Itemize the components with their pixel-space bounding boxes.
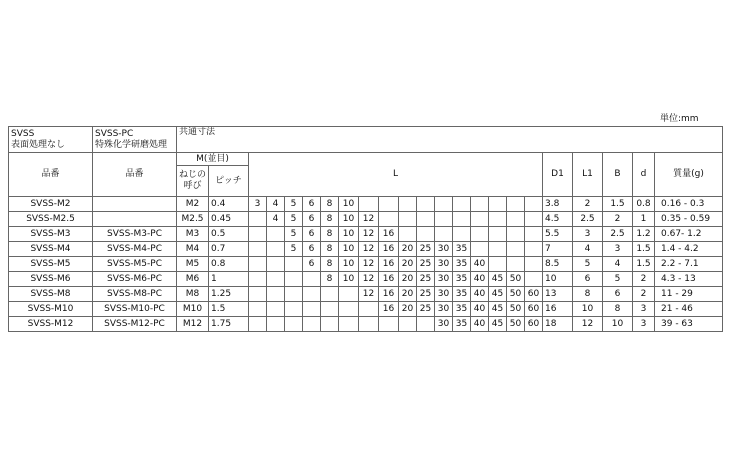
length-cell [453,212,471,227]
svss-part-cell: SVSS-M8 [9,287,93,302]
length-cell: 8 [321,212,339,227]
length-cell [267,317,285,332]
pitch-cell: 1.75 [209,317,249,332]
length-cell: 25 [417,242,435,257]
length-cell: 25 [417,302,435,317]
length-cell: 12 [359,227,379,242]
pitch-cell: 0.45 [209,212,249,227]
length-cell: 6 [303,242,321,257]
small-d-cell: 3 [633,302,655,317]
l1-cell: 3 [573,227,603,242]
length-cell: 8 [321,272,339,287]
length-cell: 30 [435,302,453,317]
length-cell [525,227,543,242]
pitch-header: ピッチ [209,166,249,197]
b-header: B [603,153,633,197]
length-cell [507,227,525,242]
length-cell: 50 [507,317,525,332]
length-cell [399,197,417,212]
length-cell [285,287,303,302]
small-d-cell: 0.8 [633,197,655,212]
svss-part-cell: SVSS-M2 [9,197,93,212]
small-d-cell: 1.5 [633,257,655,272]
small-d-cell: 2 [633,287,655,302]
spec-table [8,126,723,332]
nominal-cell: M5 [177,257,209,272]
nominal-cell: M2.5 [177,212,209,227]
part-no-header: 品番 [9,153,93,197]
d1-cell: 18 [543,317,573,332]
length-cell [321,302,339,317]
table-row [9,287,723,302]
d1-header: D1 [543,153,573,197]
length-cell [525,257,543,272]
header-row-1 [9,127,723,153]
table-row [9,302,723,317]
length-cell: 12 [359,212,379,227]
length-cell [339,317,359,332]
length-cell: 20 [399,287,417,302]
length-cell: 20 [399,302,417,317]
d1-cell: 8.5 [543,257,573,272]
length-cell: 4 [267,197,285,212]
svsspc-part-cell: SVSS-M8-PC [93,287,177,302]
small-d-cell: 1 [633,212,655,227]
length-cell [417,197,435,212]
length-cell: 16 [379,302,399,317]
length-cell: 6 [303,227,321,242]
length-cell [435,212,453,227]
length-cell [507,242,525,257]
length-cell [399,317,417,332]
b-cell: 2 [603,212,633,227]
b-cell: 5 [603,272,633,287]
svsspc-part-cell: SVSS-M6-PC [93,272,177,287]
length-cell [339,302,359,317]
small-d-cell: 1.2 [633,227,655,242]
length-cell [285,302,303,317]
header-row-2 [9,153,723,166]
b-cell: 2.5 [603,227,633,242]
svss-header-line2: 表面処理なし [11,139,66,150]
length-cell [399,212,417,227]
length-cell [249,257,267,272]
mass-cell: 39 - 63 [655,317,723,332]
length-cell [471,197,489,212]
length-cell [249,272,267,287]
length-cell: 10 [339,272,359,287]
l-header: L [249,153,543,197]
svss-part-cell: SVSS-M5 [9,257,93,272]
length-cell: 5 [285,212,303,227]
mass-header: 質量(g) [655,153,723,197]
svsspc-part-cell: SVSS-M4-PC [93,242,177,257]
length-cell: 10 [339,242,359,257]
length-cell: 40 [471,257,489,272]
table-row [9,257,723,272]
length-cell [507,257,525,272]
d1-cell: 16 [543,302,573,317]
length-cell [489,212,507,227]
length-cell [249,212,267,227]
svsspc-header-line2: 特殊化学研磨処理 [95,139,168,150]
mass-cell: 0.35 - 0.59 [655,212,723,227]
length-cell: 30 [435,257,453,272]
small-d-cell: 1.5 [633,242,655,257]
length-cell: 8 [321,242,339,257]
length-cell [435,227,453,242]
length-cell: 40 [471,302,489,317]
small-d-cell: 2 [633,272,655,287]
length-cell: 35 [453,302,471,317]
length-cell [285,272,303,287]
length-cell: 45 [489,317,507,332]
svsspc-part-cell: SVSS-M5-PC [93,257,177,272]
part-no-pc-header: 品番 [93,153,177,197]
length-cell: 4 [267,212,285,227]
svss-part-cell: SVSS-M2.5 [9,212,93,227]
length-cell: 5 [285,197,303,212]
length-cell: 20 [399,242,417,257]
b-cell: 6 [603,287,633,302]
nominal-header-line2: 呼び [183,181,202,191]
b-cell: 10 [603,317,633,332]
length-cell: 16 [379,272,399,287]
nominal-header [177,166,209,197]
length-cell: 25 [417,287,435,302]
length-cell: 10 [339,197,359,212]
length-cell: 35 [453,242,471,257]
unit-note: 単位:mm [660,114,699,124]
m-header: M(並目) [177,153,249,166]
length-cell: 12 [359,242,379,257]
length-cell [359,302,379,317]
mass-cell: 2.2 - 7.1 [655,257,723,272]
length-cell: 6 [303,197,321,212]
length-cell [489,227,507,242]
pitch-cell: 0.7 [209,242,249,257]
length-cell: 3 [249,197,267,212]
l1-cell: 10 [573,302,603,317]
length-cell [303,317,321,332]
length-cell [267,242,285,257]
nominal-cell: M3 [177,227,209,242]
l1-cell: 12 [573,317,603,332]
l1-cell: 2 [573,197,603,212]
nominal-cell: M6 [177,272,209,287]
table-row [9,227,723,242]
length-cell [453,227,471,242]
length-cell [359,197,379,212]
length-cell: 30 [435,242,453,257]
length-cell: 8 [321,197,339,212]
length-cell [303,287,321,302]
length-cell: 12 [359,272,379,287]
length-cell [321,317,339,332]
mass-cell: 4.3 - 13 [655,272,723,287]
length-cell: 40 [471,317,489,332]
length-cell: 5 [285,227,303,242]
length-cell [285,317,303,332]
pitch-cell: 1.25 [209,287,249,302]
length-cell: 8 [321,257,339,272]
length-cell: 35 [453,317,471,332]
length-cell: 50 [507,272,525,287]
d1-cell: 3.8 [543,197,573,212]
svsspc-part-cell: SVSS-M10-PC [93,302,177,317]
table-row [9,242,723,257]
pitch-cell: 0.5 [209,227,249,242]
length-cell: 60 [525,302,543,317]
length-cell [453,197,471,212]
l1-cell: 2.5 [573,212,603,227]
length-cell: 35 [453,287,471,302]
b-cell: 1.5 [603,197,633,212]
length-cell: 16 [379,242,399,257]
spec-table-body [9,127,723,332]
length-cell: 16 [379,287,399,302]
l1-header: L1 [573,153,603,197]
length-cell [471,212,489,227]
d1-cell: 5.5 [543,227,573,242]
mass-cell: 0.16 - 0.3 [655,197,723,212]
nominal-cell: M12 [177,317,209,332]
length-cell: 5 [285,242,303,257]
mass-cell: 21 - 46 [655,302,723,317]
pitch-cell: 0.8 [209,257,249,272]
length-cell: 30 [435,287,453,302]
length-cell: 12 [359,287,379,302]
length-cell [417,317,435,332]
length-cell: 16 [379,257,399,272]
svsspc-part-cell [93,197,177,212]
length-cell [489,197,507,212]
length-cell: 8 [321,227,339,242]
svss-part-cell: SVSS-M6 [9,272,93,287]
small-d-cell: 3 [633,317,655,332]
l1-cell: 5 [573,257,603,272]
d1-cell: 4.5 [543,212,573,227]
d1-cell: 13 [543,287,573,302]
small-d-header: d [633,153,655,197]
svss-part-cell: SVSS-M10 [9,302,93,317]
length-cell: 60 [525,317,543,332]
length-cell [507,197,525,212]
length-cell [489,242,507,257]
length-cell: 20 [399,257,417,272]
length-cell [359,317,379,332]
length-cell: 50 [507,302,525,317]
nominal-cell: M8 [177,287,209,302]
length-cell [321,287,339,302]
length-cell [267,272,285,287]
pitch-cell: 0.4 [209,197,249,212]
length-cell [303,272,321,287]
length-cell: 40 [471,287,489,302]
nominal-cell: M10 [177,302,209,317]
length-cell [267,257,285,272]
length-cell [303,302,321,317]
length-cell: 6 [303,212,321,227]
length-cell: 40 [471,272,489,287]
length-cell [399,227,417,242]
length-cell: 25 [417,272,435,287]
d1-cell: 10 [543,272,573,287]
svsspc-part-cell: SVSS-M3-PC [93,227,177,242]
svsspc-header [93,127,177,153]
svsspc-part-cell: SVSS-M12-PC [93,317,177,332]
length-cell [417,227,435,242]
length-cell [489,257,507,272]
length-cell [249,317,267,332]
length-cell [267,302,285,317]
b-cell: 4 [603,257,633,272]
table-row [9,272,723,287]
length-cell: 45 [489,302,507,317]
pitch-cell: 1 [209,272,249,287]
length-cell: 45 [489,287,507,302]
length-cell: 45 [489,272,507,287]
l1-cell: 4 [573,242,603,257]
l1-cell: 8 [573,287,603,302]
length-cell: 12 [359,257,379,272]
length-cell [417,212,435,227]
table-row [9,197,723,212]
nominal-cell: M2 [177,197,209,212]
length-cell [525,272,543,287]
length-cell [471,227,489,242]
length-cell: 35 [453,257,471,272]
length-cell [379,317,399,332]
length-cell [249,227,267,242]
length-cell [249,242,267,257]
common-dims-header: 共通寸法 [177,127,723,153]
length-cell: 35 [453,272,471,287]
length-cell: 10 [339,227,359,242]
mass-cell: 0.67- 1.2 [655,227,723,242]
svss-part-cell: SVSS-M4 [9,242,93,257]
length-cell [285,257,303,272]
mass-cell: 11 - 29 [655,287,723,302]
table-row [9,317,723,332]
l1-cell: 6 [573,272,603,287]
d1-cell: 7 [543,242,573,257]
b-cell: 3 [603,242,633,257]
length-cell [435,197,453,212]
nominal-cell: M4 [177,242,209,257]
length-cell [525,242,543,257]
svsspc-part-cell [93,212,177,227]
b-cell: 8 [603,302,633,317]
length-cell: 30 [435,317,453,332]
svss-header [9,127,93,153]
length-cell: 60 [525,287,543,302]
length-cell [525,212,543,227]
length-cell [379,197,399,212]
length-cell [507,212,525,227]
mass-cell: 1.4 - 4.2 [655,242,723,257]
table-row [9,212,723,227]
length-cell [525,197,543,212]
pitch-cell: 1.5 [209,302,249,317]
length-cell: 16 [379,227,399,242]
length-cell [471,242,489,257]
length-cell [379,212,399,227]
length-cell [339,287,359,302]
length-cell: 30 [435,272,453,287]
svss-part-cell: SVSS-M3 [9,227,93,242]
length-cell [249,287,267,302]
length-cell [267,227,285,242]
length-cell: 6 [303,257,321,272]
svss-header-line1: SVSS [11,128,35,139]
nominal-header-line1: ねじの [178,170,206,180]
length-cell: 10 [339,212,359,227]
svsspc-header-line1: SVSS-PC [95,128,134,139]
length-cell [267,287,285,302]
length-cell: 25 [417,257,435,272]
length-cell [249,302,267,317]
length-cell: 10 [339,257,359,272]
svss-part-cell: SVSS-M12 [9,317,93,332]
length-cell: 20 [399,272,417,287]
length-cell: 50 [507,287,525,302]
